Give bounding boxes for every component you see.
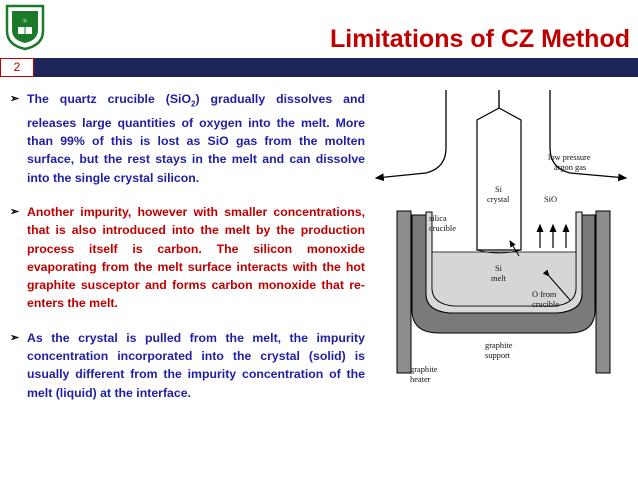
label-si-crystal-1: Si <box>495 185 502 194</box>
bullet-text: As the crystal is pulled from the melt, the impurity concentration incorporated into the crystal (solid) is usually different from the impurity concentration of the melt (liquid) at the interface. <box>27 330 365 400</box>
si-crystal <box>477 90 521 250</box>
arrow-bullet-icon: ➢ <box>10 331 20 344</box>
label-o-from: O from <box>532 290 557 299</box>
label-si-crystal-2: crystal <box>487 195 510 204</box>
svg-text:☼: ☼ <box>22 18 28 25</box>
bullet-text-cont: ) gradually dissolves and releases large quantities of oxygen into the melt. More than 99% of this is lost as SiO gas from the molten surface, but the rest stays in the melt and can dissolve into the single crystal silicon. <box>27 92 365 185</box>
arrow-bullet-icon: ➢ <box>10 93 20 105</box>
bullet-item <box>10 329 365 402</box>
cz-furnace-diagram <box>364 88 634 398</box>
label-si-melt-2: melt <box>491 274 506 283</box>
chamber-left-wall <box>376 90 446 178</box>
bullet-list <box>10 90 365 418</box>
bullet-item <box>10 90 365 187</box>
bullet-text: Another impurity, however with smaller concentrations, that is also introduced into the melt by the production process itself is carbon. The silicon monoxide evaporating from the melt surface interacts with the hot graphite susceptor and forms carbon monoxide that re-enters the melt. <box>27 204 365 311</box>
page-title: Limitations of CZ Method <box>330 25 630 53</box>
label-graphite-support-2: support <box>485 351 511 360</box>
university-seal-icon <box>3 3 47 51</box>
subscript: 2 <box>191 99 196 109</box>
label-si-melt-1: Si <box>495 264 502 273</box>
label-graphite-heater-2: heater <box>410 375 431 384</box>
label-crucible: crucible <box>532 300 559 309</box>
label-graphite-heater-1: graphite <box>410 365 438 374</box>
label-graphite-support-1: graphite <box>485 341 513 350</box>
label-argon-gas: argon gas <box>554 163 587 172</box>
graphite-heater-left <box>397 211 411 373</box>
label-sio: SiO <box>544 195 558 204</box>
bullet-item <box>10 203 365 313</box>
graphite-heater-right <box>596 211 610 373</box>
label-low-pressure: low pressure <box>548 153 591 162</box>
arrow-bullet-icon: ➢ <box>10 205 20 218</box>
label-silica-2: crucible <box>429 224 456 233</box>
bullet-text: The quartz crucible (SiO <box>27 92 192 106</box>
label-silica-1: silica <box>429 214 447 223</box>
slide-number: 2 <box>0 58 34 77</box>
header-band <box>0 58 638 77</box>
